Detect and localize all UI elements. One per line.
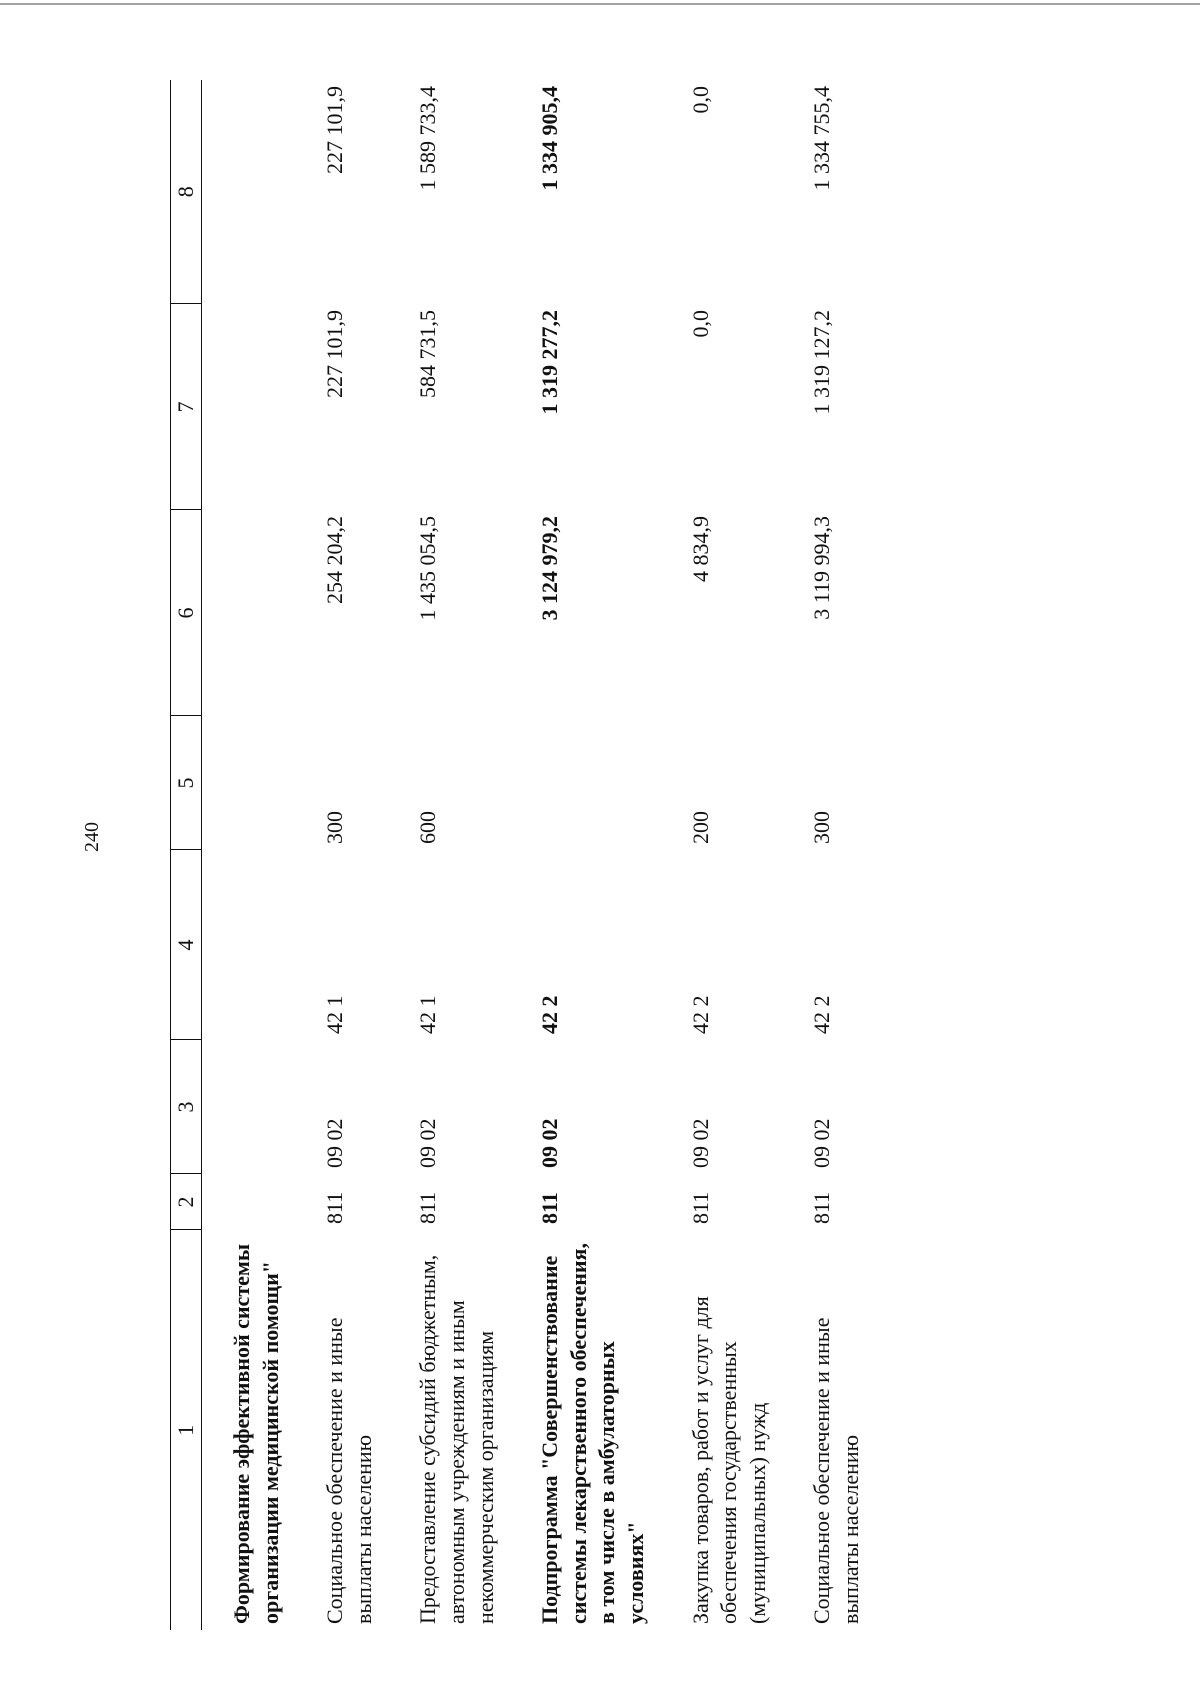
row-description: Социальное обеспечение и иные выплаты населению bbox=[809, 1317, 863, 1624]
page-number: 240 bbox=[81, 822, 103, 852]
cell-ministry-code: 811 bbox=[687, 1191, 713, 1224]
row-description: Предоставление субсидий бюджетным, автономным учреждениям и иным некоммерческим организациям bbox=[415, 1254, 498, 1624]
table-row bbox=[295, 80, 388, 1630]
cell-expense-type: 200 bbox=[687, 811, 713, 844]
cell-amount-col6: 254 204,2 bbox=[322, 516, 348, 604]
table-row bbox=[202, 80, 296, 1630]
cell-program-code: 42 2 bbox=[809, 995, 835, 1034]
column-header: 1 bbox=[171, 1230, 202, 1630]
cell-section-code: 09 02 bbox=[809, 1118, 835, 1168]
column-header: 2 bbox=[171, 1174, 202, 1230]
cell-amount-col6: 3 124 979,2 bbox=[537, 516, 563, 621]
column-header: 3 bbox=[171, 1040, 202, 1174]
cell-amount-col7: 1 319 277,2 bbox=[537, 310, 563, 415]
cell-amount-col7: 227 101,9 bbox=[322, 310, 348, 398]
cell-amount-col7: 584 731,5 bbox=[415, 310, 441, 398]
cell-section-code: 09 02 bbox=[537, 1118, 563, 1168]
table-row bbox=[510, 80, 660, 1630]
row-description: Социальное обеспечение и иные выплаты населению bbox=[322, 1317, 376, 1624]
cell-program-code: 42 2 bbox=[537, 995, 563, 1034]
rotated-table-container bbox=[170, 70, 1050, 1630]
cell-expense-type: 600 bbox=[415, 811, 441, 844]
cell-amount-col8: 227 101,9 bbox=[322, 86, 348, 174]
cell-expense-type bbox=[510, 716, 660, 850]
cell-ministry-code: 811 bbox=[537, 1192, 563, 1224]
cell-section-code: 09 02 bbox=[687, 1118, 713, 1168]
cell-ministry-code: 811 bbox=[809, 1191, 835, 1224]
cell-amount-col8: 1 589 733,4 bbox=[415, 86, 441, 191]
column-header: 5 bbox=[171, 716, 202, 850]
cell-amount-col7: 1 319 127,2 bbox=[809, 310, 835, 415]
table-row bbox=[782, 80, 875, 1630]
cell-ministry-code: 811 bbox=[415, 1191, 441, 1224]
cell-amount-col8: 0,0 bbox=[687, 86, 713, 114]
cell-section-code bbox=[202, 1040, 296, 1174]
cell-section-code: 09 02 bbox=[322, 1118, 348, 1168]
cell-ministry-code: 811 bbox=[322, 1191, 348, 1224]
table-row bbox=[661, 80, 783, 1630]
table-header-row bbox=[171, 80, 202, 1630]
cell-amount-col6: 1 435 054,5 bbox=[415, 516, 441, 621]
cell-program-code: 42 1 bbox=[415, 995, 441, 1034]
row-description: Закупка товаров, работ и услуг для обеспечения государственных (муниципальных) нужд bbox=[687, 1296, 770, 1624]
cell-program-code: 42 2 bbox=[687, 995, 713, 1034]
cell-amount-col8: 1 334 905,4 bbox=[537, 86, 563, 191]
cell-section-code: 09 02 bbox=[415, 1118, 441, 1168]
column-header: 7 bbox=[171, 304, 202, 510]
table-row bbox=[388, 80, 510, 1630]
cell-amount-col8: 1 334 755,4 bbox=[809, 86, 835, 191]
cell-expense-type: 300 bbox=[809, 811, 835, 844]
cell-program-code bbox=[202, 850, 296, 1040]
column-header: 6 bbox=[171, 510, 202, 716]
table-body bbox=[202, 80, 876, 1630]
row-description: Подпрограмма "Совершенствование системы лекарственного обеспечения, в том числе в амбулаторных условиях" bbox=[537, 1243, 648, 1624]
cell-expense-type: 300 bbox=[322, 811, 348, 844]
cell-program-code: 42 1 bbox=[322, 995, 348, 1034]
column-header: 4 bbox=[171, 850, 202, 1040]
cell-amount-col7 bbox=[202, 304, 296, 510]
column-header: 8 bbox=[171, 80, 202, 304]
row-description: Формирование эффективной системы организации медицинской помощи" bbox=[229, 1243, 283, 1624]
cell-amount-col6: 4 834,9 bbox=[687, 516, 713, 582]
cell-amount-col7: 0,0 bbox=[687, 310, 713, 338]
cell-amount-col8 bbox=[202, 80, 296, 304]
budget-table bbox=[170, 80, 876, 1630]
cell-ministry-code bbox=[202, 1174, 296, 1230]
cell-amount-col6 bbox=[202, 510, 296, 716]
scan-edge-line bbox=[0, 3, 1200, 5]
cell-amount-col6: 3 119 994,3 bbox=[809, 516, 835, 620]
cell-expense-type bbox=[202, 716, 296, 850]
